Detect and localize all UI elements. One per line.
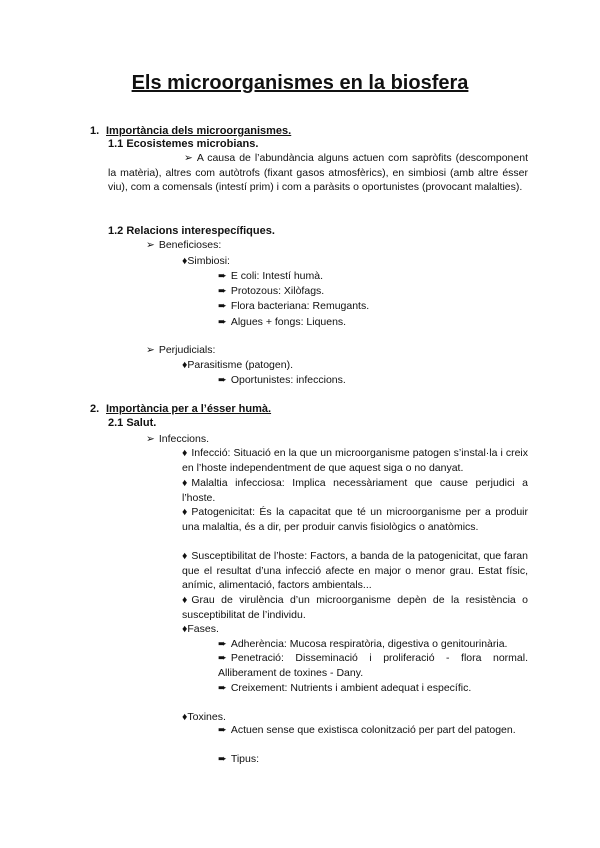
list-item: ➨ Protozous: Xilòfags. — [218, 285, 325, 297]
diamond-bullet-icon: ♦ — [182, 477, 188, 489]
pointer-bullet-icon: ➨ — [218, 724, 227, 736]
list-item-perjudicials: ➢ Perjudicials: — [146, 344, 216, 356]
pointer-bullet-icon: ➨ — [218, 316, 227, 328]
list-item-fases: ♦Fases. — [182, 623, 219, 635]
definition-malaltia-infecciosa: ♦ Malaltia infecciosa: Implica necessàriament que cause perjudici a l’hoste. — [182, 477, 528, 504]
list-item-simbiosi: ♦Simbiosi: — [182, 255, 230, 267]
pointer-bullet-icon: ➨ — [218, 682, 227, 694]
list-item: ➨ Algues + fongs: Liquens. — [218, 316, 347, 328]
list-item-parasitisme: ♦Parasitisme (patogen). — [182, 359, 293, 371]
pointer-bullet-icon: ➨ — [218, 300, 227, 312]
subsection-2-1-heading: 2.1 Salut. — [108, 417, 157, 429]
diamond-bullet-icon: ♦ — [182, 623, 188, 635]
list-item: ➨ Penetració: Disseminació i proliferació - flora normal. Alliberament de toxines - Dany. — [218, 652, 528, 679]
diamond-bullet-icon: ♦ — [182, 359, 188, 371]
section-1-heading — [90, 124, 291, 138]
section-2-heading — [90, 402, 271, 416]
section-number: 1. — [90, 125, 100, 137]
document-title: Els microorganismes en la biosfera — [131, 72, 469, 94]
section-number: 2. — [90, 403, 100, 415]
list-item: ➨ Flora bacteriana: Remugants. — [218, 300, 370, 312]
list-item: ➨ Tipus: — [218, 753, 260, 765]
pointer-bullet-icon: ➨ — [218, 652, 227, 664]
pointer-bullet-icon: ➨ — [218, 638, 227, 650]
list-item: ➨ Creixement: Nutrients i ambient adequat i específic. — [218, 682, 472, 694]
subsection-1-1-heading: 1.1 Ecosistemes microbians. — [108, 138, 259, 150]
definition-susceptibilitat: ♦ Susceptibilitat de l’hoste: Factors, a banda de la patogenicitat, que faran que el resultat d’una infecció afecte en major o menor grau. Estat físic, anímic, alimentació, factors ambientals... — [182, 550, 528, 592]
definition-patogenicitat: ♦ Patogenicitat: És la capacitat que té un microorganisme per a produir una malaltia, és a dir, per produir canvis fisiològics o anatòmics. — [182, 506, 528, 533]
diamond-bullet-icon: ♦ — [182, 447, 188, 459]
list-item-infeccions: ➢ Infeccions. — [146, 433, 210, 445]
list-item-beneficioses: ➢ Beneficioses: — [146, 239, 222, 251]
definition-virulencia: ♦ Grau de virulència d’un microorganisme depèn de la resistència o susceptibilitat de l’individu. — [182, 594, 528, 621]
pointer-bullet-icon: ➨ — [218, 285, 227, 297]
pointer-bullet-icon: ➨ — [218, 270, 227, 282]
diamond-bullet-icon: ♦ — [182, 506, 188, 518]
pointer-bullet-icon: ➨ — [218, 374, 227, 386]
subsection-1-2-heading: 1.2 Relacions interespecífiques. — [108, 225, 275, 237]
list-item: ➨ E coli: Intestí humà. — [218, 270, 324, 282]
diamond-bullet-icon: ♦ — [182, 255, 188, 267]
list-item: ➨ Oportunistes: infeccions. — [218, 374, 346, 386]
section-title: Importància per a l’ésser humà. — [106, 403, 272, 415]
arrow-bullet-icon: ➢ — [146, 433, 155, 445]
arrow-bullet-icon: ➢ — [184, 152, 193, 164]
arrow-bullet-icon: ➢ — [146, 239, 155, 251]
section-title: Importància dels microorganismes. — [106, 125, 292, 137]
diamond-bullet-icon: ♦ — [182, 550, 188, 562]
diamond-bullet-icon: ♦ — [182, 594, 188, 606]
diamond-bullet-icon: ♦ — [182, 711, 188, 723]
definition-infeccio: ♦ Infecció: Situació en la que un microorganisme patogen s’instal·la i creix en l’hoste independentment de que aquest siga o no danyat. — [182, 447, 528, 474]
pointer-bullet-icon: ➨ — [218, 753, 227, 765]
ecosystems-paragraph: ➢ A causa de l’abundància alguns actuen com sapròfits (descomponent la matèria), altres com autòtrofs (fixant gasos atmosfèrics), en simbiosi (amb altre ésser viu), com a comensals (intestí prim) i com a paràsits o oportunistes (provocant malalties). — [108, 152, 528, 194]
list-item-toxines: ♦Toxines. — [182, 711, 226, 723]
list-item: ➨ Actuen sense que existisca colonització per part del patogen. — [218, 724, 516, 736]
list-item: ➨ Adherència: Mucosa respiratòria, digestiva o genitourinària. — [218, 638, 508, 650]
arrow-bullet-icon: ➢ — [146, 344, 155, 356]
